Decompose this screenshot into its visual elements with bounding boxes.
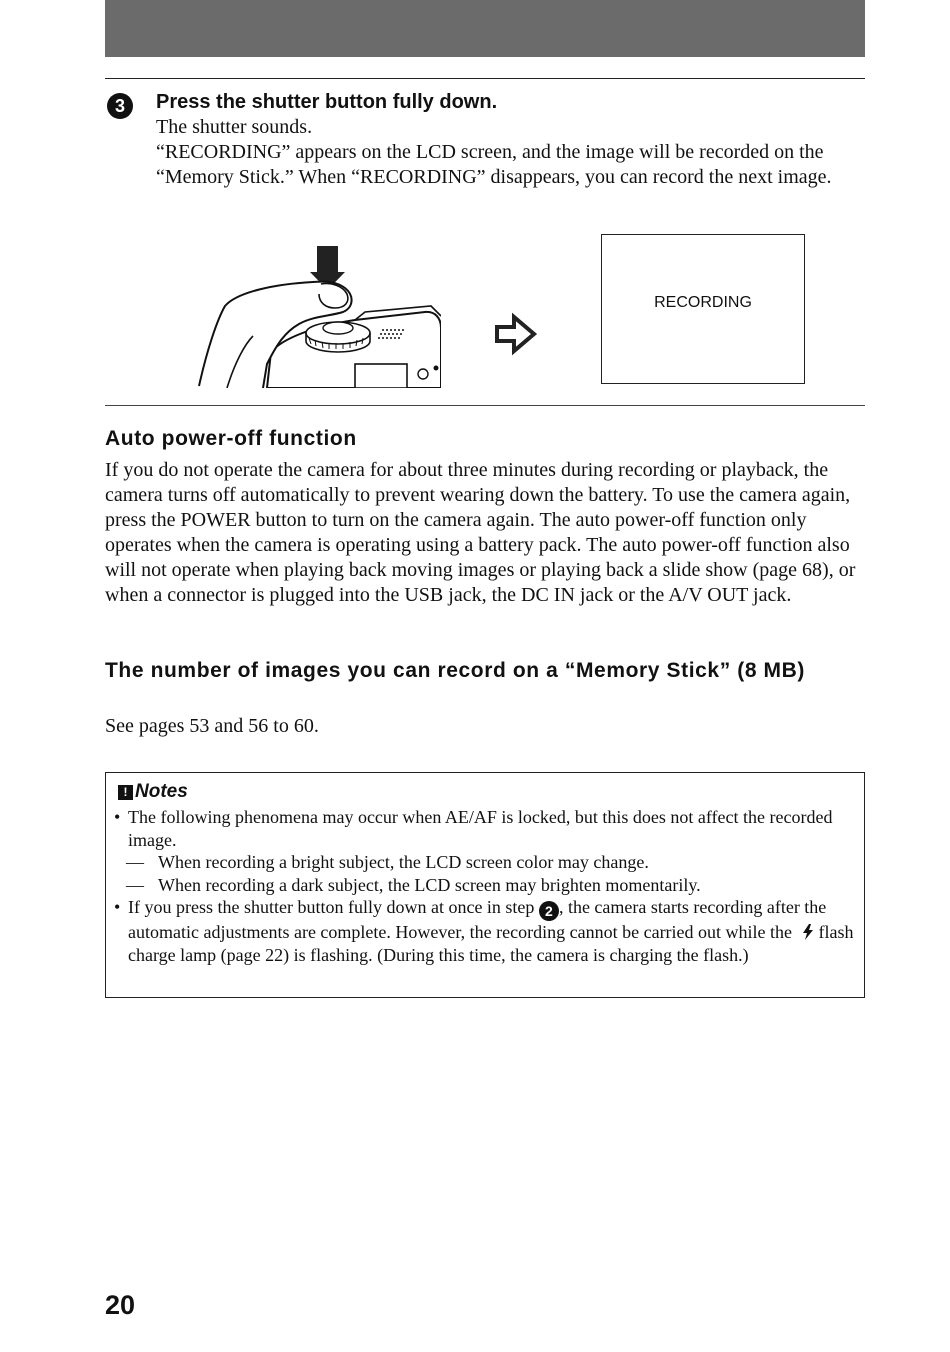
note-item-2-text-b: , the camera starts recording after the automatic adjustments are complete. However, the recording cannot be carried out while the — [128, 897, 827, 942]
lcd-screen-preview — [601, 234, 805, 384]
note-sub-item-1 — [114, 851, 859, 874]
step-title: Press the shutter button fully down. — [156, 91, 498, 113]
notes-header — [118, 781, 188, 803]
note-item-1 — [114, 806, 859, 851]
header-bar — [105, 0, 865, 57]
step-instructions — [156, 90, 868, 190]
flash-icon — [801, 924, 815, 940]
bullet-icon: • — [114, 897, 121, 917]
note-sub-item-1-text: When recording a bright subject, the LCD screen color may change. — [158, 852, 649, 872]
images-count-heading: The number of images you can record on a “Memory Stick” (8 MB) — [105, 659, 806, 682]
right-arrow-icon — [494, 312, 538, 356]
auto-power-off-text: If you do not operate the camera for about three minutes during recording or playback, the camera turns off automatically to prevent wearing down the battery. To use the camera again, press the POWER button to turn on the camera again. The auto power-off function only operates when the camera is operating using a battery pack. The auto power-off function also will not operate when playing back moving images or playing back a slide show (page 68), or when a connector is plugged into the USB jack, the DC IN jack or the A/V OUT jack. — [105, 459, 856, 606]
bullet-icon: • — [114, 807, 121, 827]
notes-list — [114, 806, 859, 966]
notes-title: Notes — [135, 781, 188, 802]
note-sub-item-2 — [114, 874, 859, 897]
notes-box — [105, 772, 865, 998]
finger-pressing-shutter-illustration — [195, 240, 445, 388]
lcd-recording-text: RECORDING — [654, 294, 752, 311]
note-item-2-text-a: If you press the shutter button fully down at once in step — [128, 897, 535, 917]
page-number: 20 — [105, 1290, 136, 1320]
step-line-2: “RECORDING” appears on the LCD screen, and the image will be recorded on the “Memory Stick.” When “RECORDING” disappears, you can record the next image. — [156, 141, 832, 188]
step-2-badge: 2 — [539, 901, 559, 921]
section-divider — [105, 405, 865, 406]
note-item-2-text-c: flash charge lamp (page 22) is flashing. (During this time, the camera is charging the flash.) — [128, 922, 854, 965]
auto-power-off-heading: Auto power-off function — [105, 427, 357, 450]
step-line-1: The shutter sounds. — [156, 116, 313, 138]
dash-icon: — — [126, 874, 144, 895]
top-divider — [105, 78, 865, 79]
step-number-badge: 3 — [107, 93, 133, 119]
dash-icon: — — [126, 852, 144, 872]
note-item-2 — [114, 896, 859, 966]
note-sub-item-2-text: When recording a dark subject, the LCD screen may brighten momentarily. — [158, 874, 701, 895]
note-item-1-text: The following phenomena may occur when AE/AF is locked, but this does not affect the recorded image. — [128, 807, 833, 850]
notes-exclamation-icon: ! — [118, 785, 133, 800]
images-count-text: See pages 53 and 56 to 60. — [105, 715, 319, 737]
